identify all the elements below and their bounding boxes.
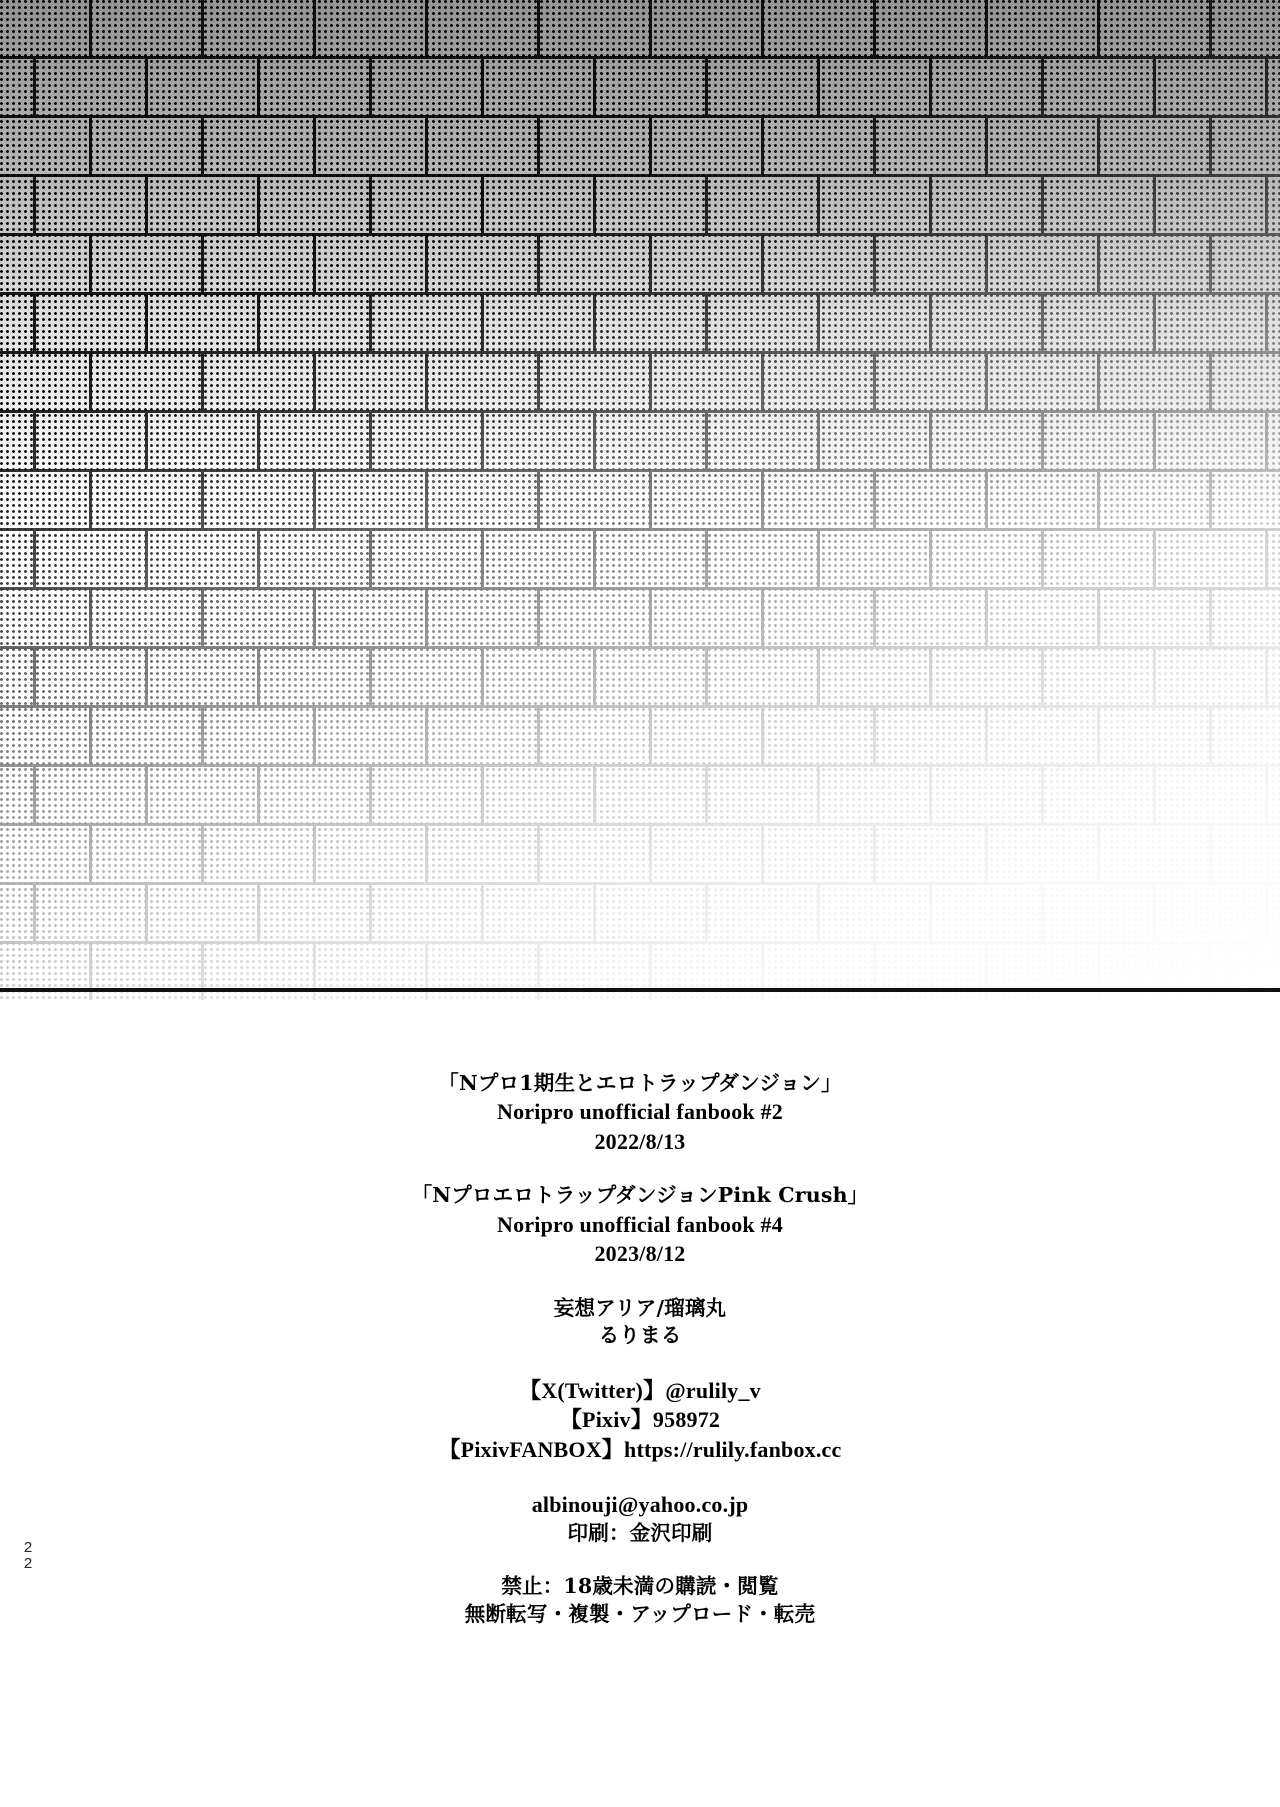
brick [764, 472, 876, 531]
brick-row [0, 590, 1280, 649]
brick [260, 767, 372, 826]
brick [316, 472, 428, 531]
brick [1268, 649, 1280, 708]
brick [0, 177, 36, 236]
contact-pixiv: 【Pixiv】958972 [559, 1407, 721, 1433]
brick [36, 295, 148, 354]
brick-row [0, 59, 1280, 118]
brick [764, 0, 876, 59]
brick [652, 472, 764, 531]
brick [204, 236, 316, 295]
brick [0, 708, 92, 767]
brick [1212, 826, 1280, 885]
page-number [8, 1540, 48, 1572]
brick [316, 590, 428, 649]
brick [1100, 236, 1212, 295]
brick [1156, 885, 1268, 944]
brick-row [0, 177, 1280, 236]
brick [1212, 236, 1280, 295]
brick [932, 531, 1044, 590]
brick [148, 531, 260, 590]
brick [148, 59, 260, 118]
brick [260, 531, 372, 590]
brick-row [0, 649, 1280, 708]
brick [204, 354, 316, 413]
brick [1100, 0, 1212, 59]
brick [540, 708, 652, 767]
brick [36, 767, 148, 826]
brick-row [0, 413, 1280, 472]
brick [372, 413, 484, 472]
brick [820, 649, 932, 708]
brick [1268, 413, 1280, 472]
brick [1044, 295, 1156, 354]
brick [204, 472, 316, 531]
brick [1212, 708, 1280, 767]
brick [932, 177, 1044, 236]
brick [0, 354, 92, 413]
brick [708, 531, 820, 590]
brick [1268, 531, 1280, 590]
brick [36, 59, 148, 118]
brick [372, 767, 484, 826]
brick [1044, 767, 1156, 826]
brick [820, 177, 932, 236]
brick [204, 708, 316, 767]
brick [428, 354, 540, 413]
reproduction-notice: 無断転写・複製・アップロード・転売 [464, 1601, 816, 1626]
brick-row [0, 885, 1280, 944]
brick [316, 826, 428, 885]
brick [876, 590, 988, 649]
brick [988, 118, 1100, 177]
work-2-date: 2023/8/12 [594, 1241, 686, 1267]
brick [1100, 472, 1212, 531]
brick [820, 885, 932, 944]
brick [484, 767, 596, 826]
brick [932, 413, 1044, 472]
brick [1268, 885, 1280, 944]
contact-email: albinouji@yahoo.co.jp [531, 1492, 749, 1518]
brick [596, 295, 708, 354]
brick [596, 767, 708, 826]
brick [932, 885, 1044, 944]
brick [540, 826, 652, 885]
brick [764, 354, 876, 413]
brick [260, 295, 372, 354]
work-2-title-ja: 「NプロエロトラップダンジョンPink Crush」 [411, 1183, 869, 1208]
brick [596, 531, 708, 590]
author-block [290, 1295, 990, 1350]
brick [1268, 59, 1280, 118]
brick [428, 590, 540, 649]
brick [204, 118, 316, 177]
brick [1212, 354, 1280, 413]
brick [764, 236, 876, 295]
brick [1156, 177, 1268, 236]
brick [148, 177, 260, 236]
brick [708, 649, 820, 708]
brick [316, 0, 428, 59]
brick [260, 413, 372, 472]
brick [708, 177, 820, 236]
brick [484, 295, 596, 354]
brick [876, 472, 988, 531]
brick [0, 118, 92, 177]
brick [0, 590, 92, 649]
brick-row [0, 118, 1280, 177]
brick [92, 826, 204, 885]
brick [764, 590, 876, 649]
brick [932, 59, 1044, 118]
brick [708, 413, 820, 472]
brick-row [0, 708, 1280, 767]
brick [596, 413, 708, 472]
brick [36, 649, 148, 708]
contact-block [290, 1376, 990, 1464]
brick [260, 177, 372, 236]
brick [1044, 885, 1156, 944]
brick [876, 236, 988, 295]
brick [1212, 118, 1280, 177]
brick [1044, 531, 1156, 590]
brick [988, 708, 1100, 767]
brick [540, 236, 652, 295]
brick [988, 0, 1100, 59]
brick [596, 59, 708, 118]
brick [484, 59, 596, 118]
brick [652, 0, 764, 59]
email-printer-block [290, 1490, 990, 1547]
brick [36, 177, 148, 236]
brick [428, 708, 540, 767]
brick-row [0, 472, 1280, 531]
brick [92, 590, 204, 649]
brick [1044, 59, 1156, 118]
brick [428, 118, 540, 177]
brick [540, 354, 652, 413]
brick [1100, 708, 1212, 767]
brick [708, 767, 820, 826]
contact-fanbox: 【PixivFANBOX】https://rulily.fanbox.cc [438, 1436, 842, 1462]
brick [148, 295, 260, 354]
brick [484, 885, 596, 944]
brick [1156, 649, 1268, 708]
brick [1100, 826, 1212, 885]
brick [260, 59, 372, 118]
brick [316, 708, 428, 767]
brick [820, 413, 932, 472]
brick-row [0, 531, 1280, 590]
brick [36, 413, 148, 472]
brick [1156, 531, 1268, 590]
colophon [290, 1070, 990, 1628]
contact-twitter: 【X(Twitter)】@rulily_v [519, 1377, 761, 1403]
brick [372, 531, 484, 590]
brick [0, 295, 36, 354]
work-1-title-ja: 「Nプロ1期生とエロトラップダンジョン」 [438, 1071, 842, 1095]
brick [0, 826, 92, 885]
work-2-title-en: Noripro unofficial fanbook #4 [497, 1211, 783, 1237]
brick [148, 649, 260, 708]
brick [372, 295, 484, 354]
brick [484, 177, 596, 236]
brick [876, 354, 988, 413]
page-number-digit-2: 2 [23, 1554, 33, 1572]
author-name: るりまる [598, 1323, 682, 1348]
wall-bottom-edge [0, 988, 1280, 992]
brick [372, 59, 484, 118]
brick [260, 885, 372, 944]
brick [1212, 0, 1280, 59]
brick-row [0, 295, 1280, 354]
brick [428, 826, 540, 885]
circle-name: 妄想アリア/瑠璃丸 [553, 1295, 727, 1320]
brick [1100, 354, 1212, 413]
brick [820, 767, 932, 826]
brick [1156, 295, 1268, 354]
brick [932, 767, 1044, 826]
brick [0, 236, 92, 295]
brick [428, 236, 540, 295]
brick [92, 472, 204, 531]
brick [92, 0, 204, 59]
work-1-title-en: Noripro unofficial fanbook #2 [497, 1099, 783, 1125]
brick [876, 826, 988, 885]
brick [540, 472, 652, 531]
brick [540, 590, 652, 649]
brick [876, 118, 988, 177]
brick [1156, 413, 1268, 472]
brick [1044, 177, 1156, 236]
brick [1044, 649, 1156, 708]
brick [0, 59, 36, 118]
brick [820, 531, 932, 590]
brick [932, 649, 1044, 708]
brick [1044, 413, 1156, 472]
work-entry-1 [290, 1070, 990, 1156]
brick [428, 0, 540, 59]
brick [764, 118, 876, 177]
brick [820, 59, 932, 118]
brick [652, 118, 764, 177]
brick [764, 826, 876, 885]
brick [484, 531, 596, 590]
brick [820, 295, 932, 354]
brick [1268, 295, 1280, 354]
brick [148, 885, 260, 944]
work-entry-2 [290, 1182, 990, 1268]
brick [652, 590, 764, 649]
brick [596, 177, 708, 236]
brick [0, 649, 36, 708]
brick [708, 885, 820, 944]
brick [652, 708, 764, 767]
brick-row [0, 0, 1280, 59]
brick [148, 413, 260, 472]
brick-row [0, 236, 1280, 295]
brick [596, 885, 708, 944]
brick [596, 649, 708, 708]
brick [0, 0, 92, 59]
page-number-digit-1: 2 [23, 1539, 33, 1556]
brick [372, 885, 484, 944]
brick [932, 295, 1044, 354]
brick [652, 354, 764, 413]
brick [1156, 59, 1268, 118]
brick [428, 472, 540, 531]
brick [988, 472, 1100, 531]
brick [204, 0, 316, 59]
brick [988, 590, 1100, 649]
brick [92, 118, 204, 177]
brick [316, 354, 428, 413]
brick-row [0, 767, 1280, 826]
brick [876, 0, 988, 59]
brick [484, 649, 596, 708]
brick [316, 118, 428, 177]
brick [36, 885, 148, 944]
brick [204, 590, 316, 649]
age-restriction-notice: 禁止：18歳未満の購読・閲覧 [501, 1574, 779, 1599]
brick [372, 649, 484, 708]
brick [92, 708, 204, 767]
brick [652, 826, 764, 885]
brick [540, 0, 652, 59]
brick [0, 531, 36, 590]
brick [92, 354, 204, 413]
brick [204, 826, 316, 885]
brick [92, 236, 204, 295]
brick [1268, 767, 1280, 826]
brick [484, 413, 596, 472]
brick [1156, 767, 1268, 826]
brick [708, 295, 820, 354]
brick [1212, 590, 1280, 649]
brick [708, 59, 820, 118]
brick [988, 826, 1100, 885]
brick [316, 236, 428, 295]
brick [36, 531, 148, 590]
notice-block [290, 1573, 990, 1628]
brick [652, 236, 764, 295]
brick [0, 413, 36, 472]
brick-row [0, 826, 1280, 885]
brick [1100, 118, 1212, 177]
brick [876, 708, 988, 767]
brick [0, 885, 36, 944]
brick [0, 472, 92, 531]
brick [988, 354, 1100, 413]
brick [988, 236, 1100, 295]
brick [1268, 177, 1280, 236]
brick [1100, 590, 1212, 649]
brick [764, 708, 876, 767]
brick-row [0, 354, 1280, 413]
brick [0, 767, 36, 826]
brick [372, 177, 484, 236]
brick [540, 118, 652, 177]
brick [260, 649, 372, 708]
printer-credit: 印刷：金沢印刷 [567, 1520, 713, 1545]
brick [1212, 472, 1280, 531]
brick [148, 767, 260, 826]
work-1-date: 2022/8/13 [594, 1128, 686, 1154]
